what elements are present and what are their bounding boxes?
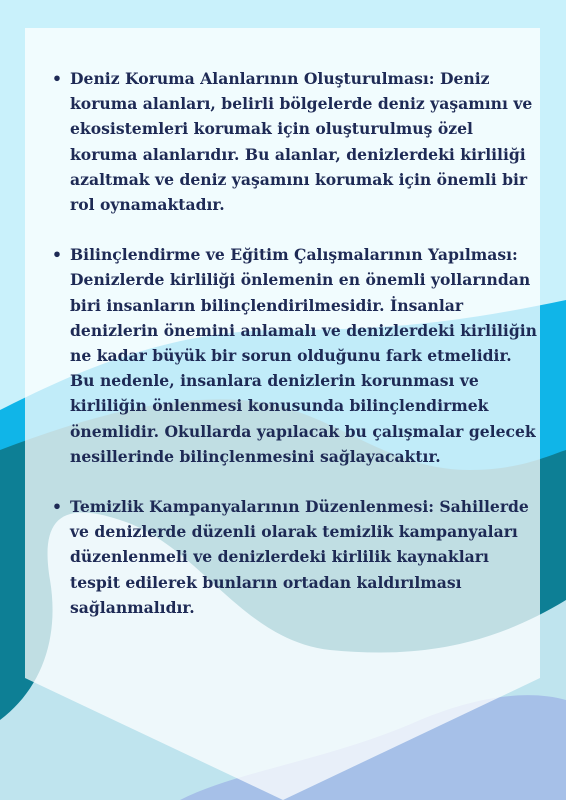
list-item-text: Bilinçlendirme ve Eğitim Çalışmalarının Yapılması: Denizlerde kirliliği önlemenin en önemli yollarından biri insanların bilinçlendirilmesidir. İnsanlar denizlerin önemini anlamalı ve denizlerdeki kirliliğin ne kadar büyük bir sorun olduğunu fark etmelidir. Bu nedenle, insanlara denizlerin korunması ve kirliliğin önlenmesi konusunda bilinçlendirmek önemlidir. Okullarda yapılacak bu çalışmalar gelecek nesillerinde bilinçlenmesini sağlayacaktır. xyxy=(70,245,538,466)
bullet-icon: • xyxy=(52,245,62,265)
list-item xyxy=(48,66,538,217)
bullet-list xyxy=(48,66,538,620)
list-item xyxy=(48,494,538,620)
list-item-text: Deniz Koruma Alanlarının Oluşturulması: Deniz koruma alanları, belirli bölgelerde deniz yaşamını ve ekosistemleri korumak için oluşturulmuş özel koruma alanlarıdır. Bu alanlar, denizlerdeki kirliliği azaltmak ve deniz yaşamını korumak için önemli bir rol oynamaktadır. xyxy=(70,69,533,215)
list-item-text: Temizlik Kampanyalarının Düzenlenmesi: Sahillerde ve denizlerde düzenli olarak temizlik kampanyaları düzenlenmeli ve denizlerdeki kirlilik kaynakları tespit edilerek bunların ortadan kaldırılması sağlanmalıdır. xyxy=(70,497,529,617)
bullet-icon: • xyxy=(52,69,62,88)
bullet-icon: • xyxy=(52,497,62,517)
list-item xyxy=(48,242,538,469)
bullet-list-section xyxy=(48,66,538,645)
